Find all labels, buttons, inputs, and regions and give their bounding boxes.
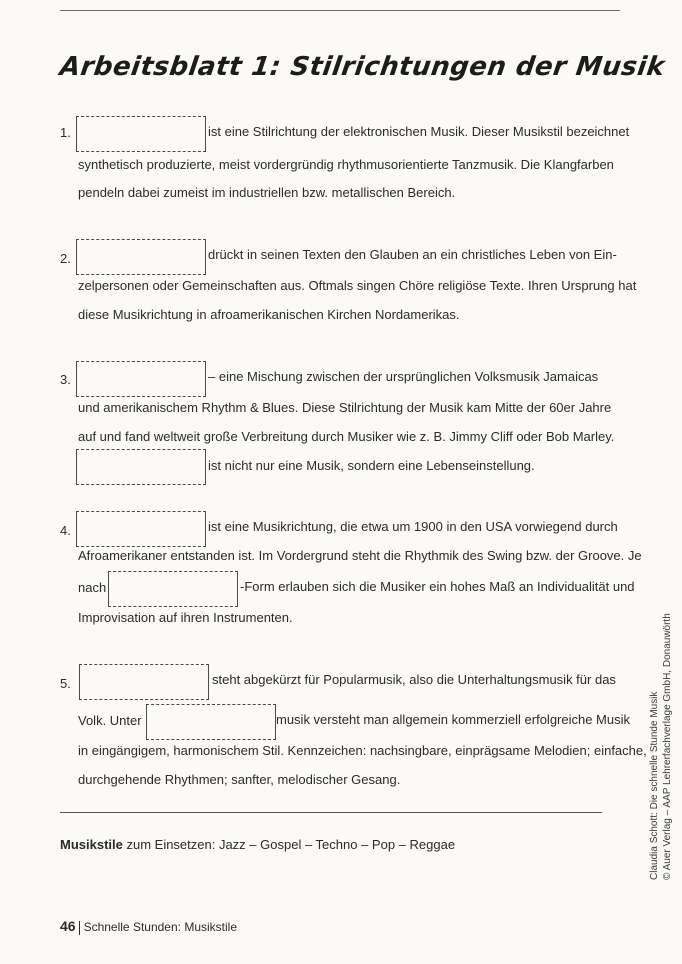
worksheet-title: Arbeitsblatt 1: Stilrichtungen der Musik	[58, 52, 667, 82]
side-credit	[648, 613, 674, 880]
item-4-line-1: ist eine Musikrichtung, die etwa um 1900 in den USA vorwiegend durch	[208, 519, 618, 534]
item-5-line-2a: Volk. Unter	[78, 713, 142, 728]
answer-gap-5b[interactable]	[146, 704, 276, 740]
word-bank	[60, 837, 455, 852]
item-2-line-1: drückt in seinen Texten den Glauben an ein christliches Leben von Ein-	[208, 247, 617, 262]
top-rule	[60, 10, 620, 11]
answer-gap-5a[interactable]	[79, 664, 209, 700]
item-5-line-4: durchgehende Rhythmen; sanfter, melodischer Gesang.	[78, 772, 401, 787]
item-1-line-1: ist eine Stilrichtung der elektronischen Musik. Dieser Musikstil bezeichnet	[208, 124, 630, 139]
footer-text: Schnelle Stunden: Musikstile	[83, 920, 237, 934]
item-2-line-2: zelpersonen oder Gemeinschaften aus. Oftmals singen Chöre religiöse Texte. Ihren Ursprung hat	[78, 278, 637, 293]
page-number: 46	[60, 918, 76, 934]
item-5-line-3: in eingängigem, harmonischem Stil. Kennzeichen: nachsingbare, einprägsame Melodien; einfache,	[78, 743, 647, 758]
item-number-3: 3.	[60, 372, 71, 387]
item-number-4: 4.	[60, 523, 71, 538]
page-footer	[60, 918, 237, 935]
answer-gap-2[interactable]	[76, 239, 206, 275]
side-credit-line-2: © Auer Verlag – AAP Lehrerfachverlage GmbH, Donauwörth	[662, 613, 673, 880]
item-1-line-2: synthetisch produzierte, meist vordergründig rhythmusorientierte Tanzmusik. Die Klangfarben	[78, 157, 614, 172]
word-bank-label: Musikstile	[60, 837, 123, 852]
item-1-line-3: pendeln dabei zumeist im industriellen bzw. metallischen Bereich.	[78, 185, 456, 200]
item-number-1: 1.	[60, 125, 71, 140]
item-3-line-4: ist nicht nur eine Musik, sondern eine Lebenseinstellung.	[208, 458, 535, 473]
answer-gap-3b[interactable]	[76, 449, 206, 485]
item-number-5: 5.	[60, 676, 71, 691]
item-2-line-3: diese Musikrichtung in afroamerikanischen Kirchen Nordamerikas.	[78, 307, 460, 322]
item-4-line-2: Afroamerikaner entstanden ist. Im Vordergrund steht die Rhythmik des Swing bzw. der Groove. Je	[78, 548, 642, 563]
answer-gap-4b[interactable]	[108, 571, 238, 607]
item-4-line-3a: nach	[78, 580, 107, 595]
answer-gap-3a[interactable]	[76, 361, 206, 397]
item-3-line-3: auf und fand weltweit große Verbreitung durch Musiker wie z. B. Jimmy Cliff oder Bob Marley.	[78, 429, 615, 444]
item-3-line-1: – eine Mischung zwischen der ursprünglichen Volksmusik Jamaicas	[208, 369, 599, 384]
side-credit-line-1: Claudia Schott: Die schnelle Stunde Musik	[649, 691, 660, 880]
separator-line	[60, 812, 602, 813]
answer-gap-4a[interactable]	[76, 511, 206, 547]
item-4-line-4: Improvisation auf ihren Instrumenten.	[78, 610, 293, 625]
word-bank-text: zum Einsetzen: Jazz – Gospel – Techno – Pop – Reggae	[122, 837, 456, 852]
item-4-line-3b: -Form erlauben sich die Musiker ein hohes Maß an Individualität und	[240, 579, 635, 594]
item-number-2: 2.	[60, 251, 71, 266]
item-3-line-2: und amerikanischem Rhythm & Blues. Diese Stilrichtung der Musik kam Mitte der 60er Jahre	[78, 400, 612, 415]
answer-gap-1[interactable]	[76, 116, 206, 152]
item-5-line-1: steht abgekürzt für Popularmusik, also die Unterhaltungsmusik für das	[212, 672, 616, 687]
footer-divider	[79, 921, 80, 935]
item-5-line-2b: musik versteht man allgemein kommerziell erfolgreiche Musik	[276, 712, 631, 727]
